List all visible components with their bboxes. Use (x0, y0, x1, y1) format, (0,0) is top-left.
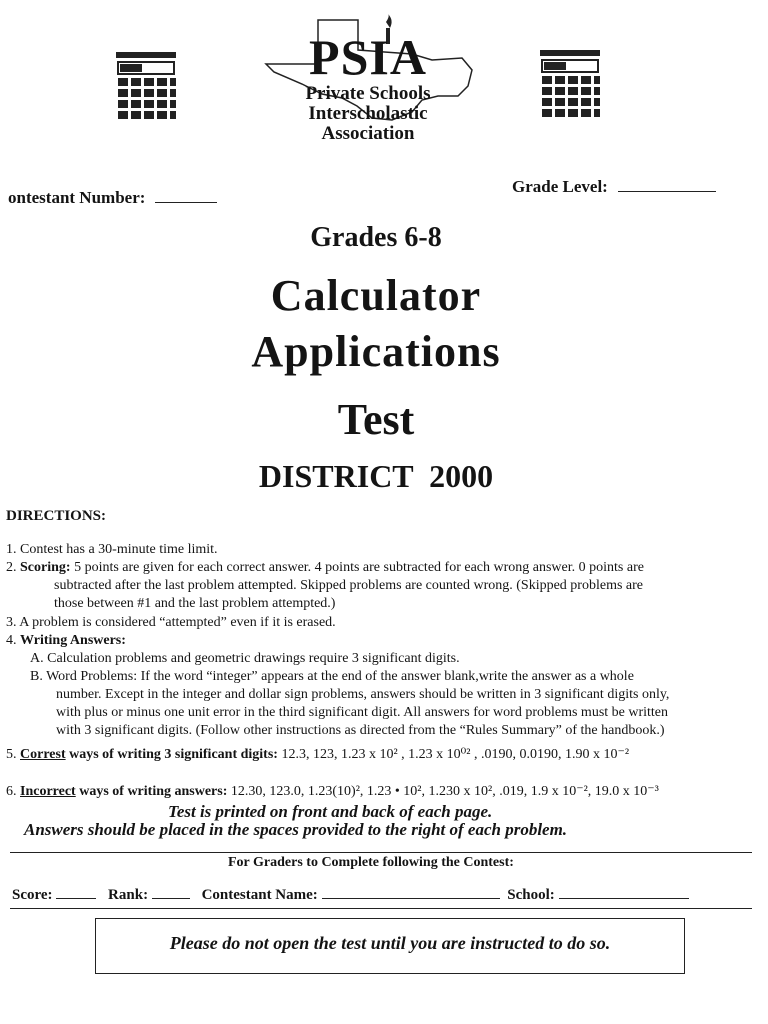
grade-level-field (512, 177, 716, 197)
item-text: Contest has a 30-minute time limit. (20, 542, 218, 557)
direction-item-6 (6, 783, 659, 801)
direction-item-1 (6, 541, 756, 559)
item-number: 4. (6, 633, 17, 648)
incorrect-label: Incorrect (20, 784, 76, 799)
notice-text: Please do not open the test until you are instructed to do so. (169, 933, 611, 953)
contestant-number-label: ontestant Number: (8, 188, 146, 207)
item-number: 2. (6, 560, 17, 575)
district-title: DISTRICT 2000 (258, 458, 494, 494)
grade-level-label: Grade Level: (512, 177, 608, 196)
scoring-label: Scoring: (20, 560, 71, 575)
calculator-icon-left (114, 50, 178, 122)
note-front-back: Test is printed on front and back of each page. (168, 802, 493, 821)
logo-line-2: Interscholastic (308, 103, 428, 124)
scoring-text-1: 5 points are given for each correct answer. 4 points are subtracted for each wrong answer. 0 points are (70, 560, 644, 575)
item-number: 6. (6, 784, 17, 799)
title-test: Test (337, 395, 415, 444)
writing-answers-a: A. Calculation problems and geometric drawings require 3 significant digits. (30, 651, 460, 666)
contestant-number-field (8, 188, 217, 208)
logo-acronym: PSIA (309, 29, 427, 85)
directions-heading: DIRECTIONS: (6, 508, 107, 524)
calculator-icon-right (538, 48, 602, 120)
direction-item-5 (6, 746, 629, 764)
divider-bottom (10, 908, 752, 909)
contestant-name-blank[interactable] (322, 884, 500, 899)
contestant-number-blank[interactable] (155, 188, 217, 203)
school-blank[interactable] (559, 884, 689, 899)
writing-answers-b-3: with plus or minus one unit error in the third significant digit. All answers for word problems must be written (56, 705, 669, 720)
correct-label-rest: ways of writing 3 significant digits: (65, 747, 278, 762)
rank-label: Rank: (108, 887, 149, 903)
logo-line-3: Association (321, 123, 415, 144)
do-not-open-notice (95, 918, 685, 974)
direction-item-4 (6, 632, 126, 650)
item-number: 3. (6, 615, 17, 630)
title-applications: Applications (251, 327, 501, 376)
contestant-name-label: Contestant Name: (201, 887, 318, 903)
item-text: A problem is considered “attempted” even if it is erased. (19, 615, 336, 630)
writing-answers-b-4: with 3 significant digits. (Follow other instructions as directed from the “Rules Summary” of the handbook.) (56, 723, 665, 738)
school-label: School: (507, 887, 555, 903)
correct-label: Correst (20, 747, 66, 762)
torch-flame-icon (386, 14, 392, 28)
grades-title: Grades 6-8 (310, 222, 442, 253)
graders-heading: For Graders to Complete following the Contest: (228, 855, 514, 870)
graders-row (12, 884, 689, 904)
scoring-text-2: subtracted after the last problem attempted. Skipped problems are counted wrong. (Skipped problems are (54, 578, 643, 593)
score-blank[interactable] (56, 884, 96, 899)
note-answer-spaces: Answers should be placed in the spaces provided to the right of each problem. (24, 820, 568, 839)
direction-item-3 (6, 614, 336, 632)
title-calculator: Calculator (270, 271, 482, 320)
incorrect-label-rest: ways of writing answers: (75, 784, 228, 799)
writing-answers-b-2: number. Except in the integer and dollar sign problems, answers should be written in 3 significant digits only, (56, 687, 670, 702)
psia-logo (262, 14, 474, 149)
logo-line-1: Private Schools (305, 83, 431, 104)
rank-blank[interactable] (152, 884, 190, 899)
correct-examples: 12.3, 123, 1.23 x 10² , 1.23 x 10⁰² , .0190, 0.0190, 1.90 x 10⁻² (281, 747, 630, 762)
divider-top (10, 852, 752, 853)
item-number: 5. (6, 747, 17, 762)
item-number: 1. (6, 542, 17, 557)
writing-answers-label: Writing Answers: (20, 633, 126, 648)
scoring-text-3: those between #1 and the last problem attempted.) (54, 596, 336, 611)
score-label: Score: (12, 887, 53, 903)
writing-answers-b-1: B. Word Problems: If the word “integer” appears at the end of the answer blank,write the answer as a whole (30, 669, 634, 684)
incorrect-examples: 12.30, 123.0, 1.23(10)², 1.23 • 10², 1.230 x 10², .019, 1.9 x 10⁻², 19.0 x 10⁻³ (230, 784, 659, 799)
grade-level-blank[interactable] (618, 177, 716, 192)
direction-item-2 (6, 559, 761, 577)
